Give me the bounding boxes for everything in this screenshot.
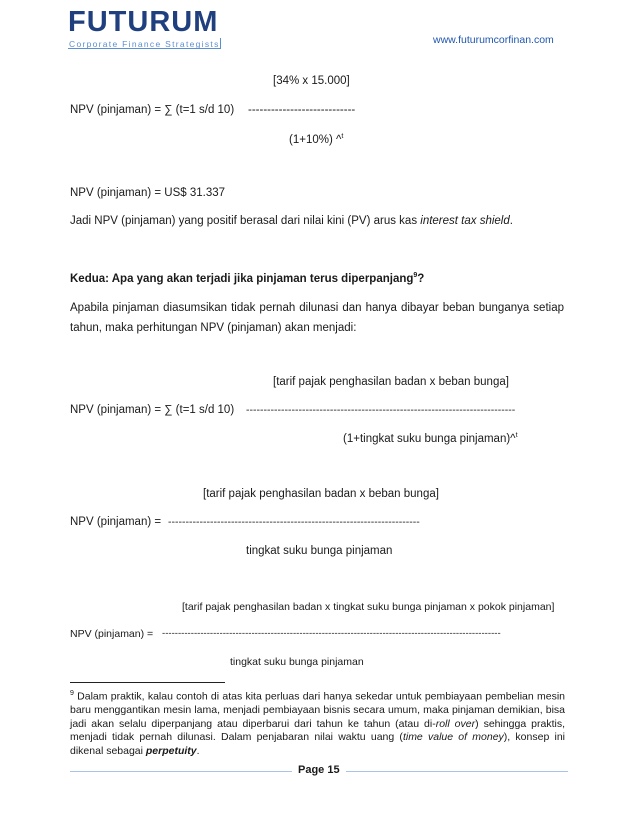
- formula1-denominator: [289, 133, 343, 146]
- formula1-exponent: t: [341, 133, 344, 140]
- formula1-denominator-base: (1+10%) ^: [289, 133, 342, 146]
- conclusion-period: .: [509, 215, 513, 227]
- futurum-logo: [68, 6, 220, 49]
- section-heading: [70, 272, 424, 285]
- formula3-lhs: NPV (pinjaman) =: [70, 516, 162, 528]
- formula3-denominator: tingkat suku bunga pinjaman: [246, 545, 393, 557]
- website-link[interactable]: www.futurumcorfinan.com: [433, 34, 554, 46]
- formula2-denominator: [343, 432, 518, 445]
- footnote-text-2: ) sehingga praktis, menjadi tidak pernah dilunasi. Dalam penjabaran nilai waktu uang (: [70, 717, 565, 744]
- section-paragraph: Apabila pinjaman diasumsikan tidak pernah dilunasi dan hanya dibayar beban bunganya setiap tahun, maka perhitungan NPV (pinjaman) akan menjadi:: [70, 302, 564, 334]
- formula1-lhs: NPV (pinjaman) = ∑ (t=1 s/d 10): [70, 104, 235, 116]
- page-number: Page 15: [292, 764, 346, 776]
- footnote-separator: [70, 682, 225, 683]
- formula4-lhs: NPV (pinjaman) =: [70, 628, 154, 640]
- footnote-reference[interactable]: 9: [413, 272, 418, 279]
- formula2-exponent: t: [515, 432, 518, 439]
- formula1-numerator: [34% x 15.000]: [273, 75, 350, 87]
- conclusion-text: Jadi NPV (pinjaman) yang positif berasal dari nilai kini (PV) arus kas: [70, 215, 421, 227]
- formula2-fraction-bar: -----------------------------------------------------------------------------: [246, 404, 516, 416]
- formula3-numerator: [tarif pajak penghasilan badan x beban bunga]: [203, 488, 439, 500]
- formula4-numerator: [tarif pajak penghasilan badan x tingkat suku bunga pinjaman x pokok pinjaman]: [182, 601, 555, 613]
- footnote: [70, 687, 565, 758]
- footnote-number: 9: [70, 690, 74, 697]
- formula3-fraction-bar: ------------------------------------------------------------------------: [168, 516, 420, 528]
- formula2-lhs: NPV (pinjaman) = ∑ (t=1 s/d 10): [70, 404, 235, 416]
- footnote-text-4: .: [196, 744, 200, 757]
- footnote-italic-1: roll over: [435, 717, 476, 730]
- npv-result: NPV (pinjaman) = US$ 31.337: [70, 187, 226, 199]
- footnote-italic-2: time value of money: [402, 731, 504, 744]
- formula2-numerator: [tarif pajak penghasilan badan x beban bunga]: [273, 376, 509, 388]
- footnote-text-1: Dalam praktik, kalau contoh di atas kita perluas dari hanya sekedar untuk pembiayaan pembelian mesin baru menggantikan mesin lama, menjadi pembiayaan bisnis secara umum, maka pinjaman demikian, bisa jadi akan selalu diperpanjang atau diperbarui dari tahun ke tahun (atau di-: [70, 690, 565, 730]
- formula4-denominator: tingkat suku bunga pinjaman: [230, 656, 364, 668]
- section-heading-end: ?: [417, 272, 425, 285]
- formula4-fraction-bar: ----------------------------------------------------------------------------------------------------------: [162, 628, 501, 639]
- footnote-bold-italic: perpetuity: [145, 744, 197, 757]
- logo-wordmark: FUTURUM: [68, 6, 219, 38]
- formula1-fraction-bar: ----------------------------: [248, 104, 356, 116]
- conclusion-italic-term: interest tax shield: [420, 215, 510, 227]
- section-heading-text: Kedua: Apa yang akan terjadi jika pinjaman terus diperpanjang: [70, 272, 414, 285]
- conclusion-line: [70, 215, 513, 227]
- footnote-text-3: ), konsep ini dikenal sebagai: [70, 731, 565, 757]
- logo-tagline: Corporate Finance Strategists: [69, 39, 220, 49]
- formula2-denominator-base: (1+tingkat suku bunga pinjaman)^: [343, 432, 516, 445]
